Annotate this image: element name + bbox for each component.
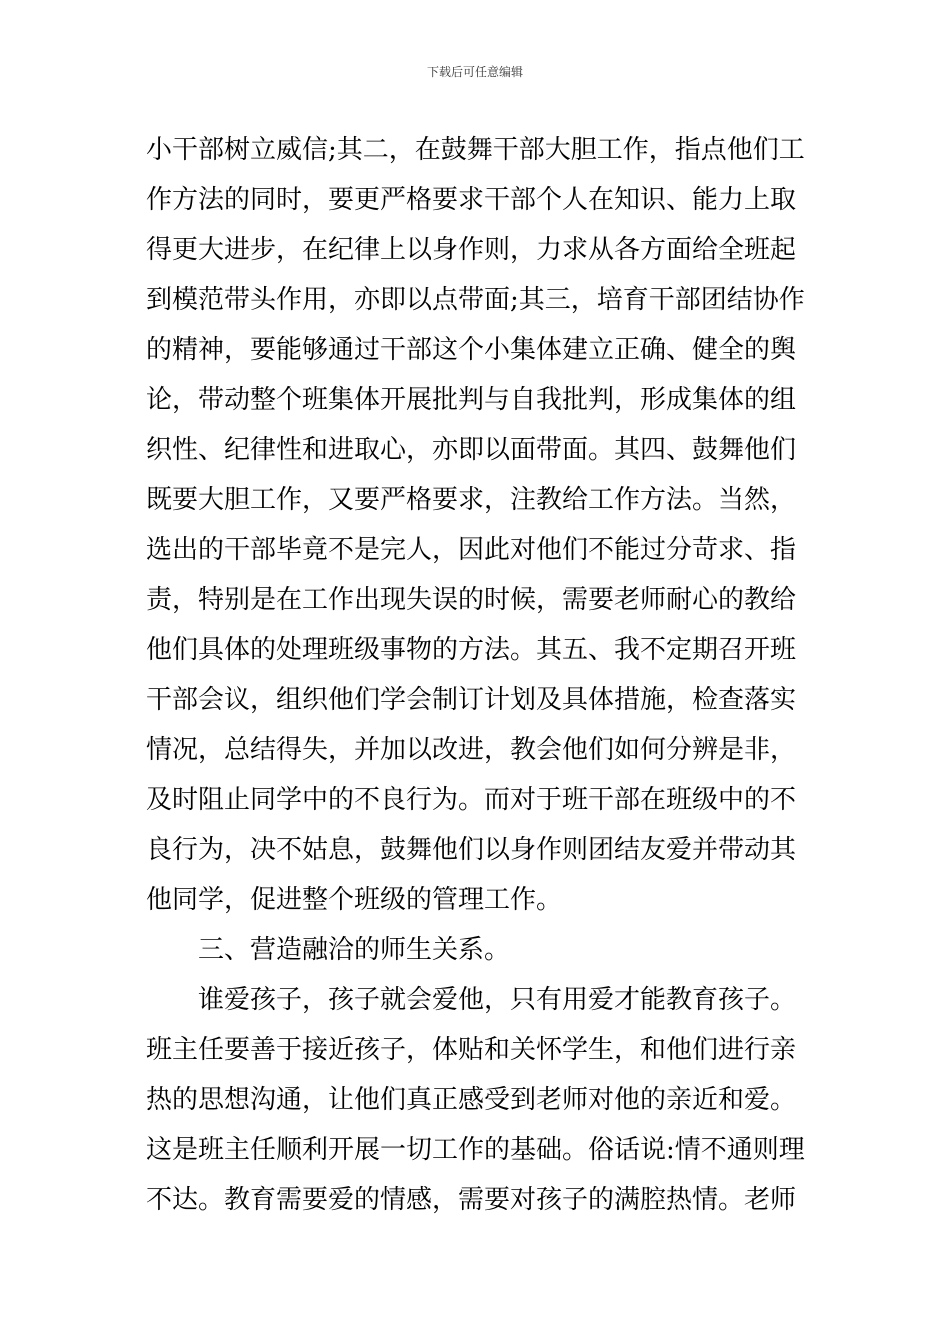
text-line: 小干部树立威信;其二，在鼓舞干部大胆工作，指点他们工: [146, 135, 805, 165]
text-line: 热的思想沟通，让他们真正感受到老师对他的亲近和爱。: [146, 1085, 797, 1115]
text-line: 他们具体的处理班级事物的方法。其五、我不定期召开班: [146, 635, 797, 665]
text-line: 既要大胆工作，又要严格要求，注教给工作方法。当然，: [146, 485, 797, 515]
text-line: 及时阻止同学中的不良行为。而对于班干部在班级中的不: [146, 785, 797, 815]
text-line: 这是班主任顺利开展一切工作的基础。俗话说:情不通则理: [146, 1135, 805, 1165]
text-line: 情况，总结得失，并加以改进，教会他们如何分辨是非，: [146, 735, 797, 765]
page-header: 下载后可任意编辑: [426, 65, 523, 79]
text-line: 三、营造融洽的师生关系。: [198, 935, 511, 965]
text-line: 谁爱孩子，孩子就会爱他，只有用爱才能教育孩子。: [198, 985, 797, 1015]
text-line: 责，特别是在工作出现失误的时候，需要老师耐心的教给: [146, 585, 797, 615]
text-line: 到模范带头作用，亦即以点带面;其三，培育干部团结协作: [146, 285, 805, 315]
text-line: 论，带动整个班集体开展批判与自我批判，形成集体的组: [146, 385, 797, 415]
text-line: 织性、纪律性和进取心，亦即以面带面。其四、鼓舞他们: [146, 435, 797, 465]
text-line: 不达。教育需要爱的情感，需要对孩子的满腔热情。老师: [146, 1185, 797, 1215]
text-line: 良行为，决不姑息，鼓舞他们以身作则团结友爱并带动其: [146, 835, 797, 865]
text-line: 选出的干部毕竟不是完人，因此对他们不能过分苛求、指: [146, 535, 797, 565]
document-body: [146, 125, 816, 1225]
text-line: 班主任要善于接近孩子，体贴和关怀学生，和他们进行亲: [146, 1035, 797, 1065]
text-line: 他同学，促进整个班级的管理工作。: [146, 885, 563, 915]
text-line: 干部会议，组织他们学会制订计划及具体措施，检查落实: [146, 685, 797, 715]
text-line: 作方法的同时，要更严格要求干部个人在知识、能力上取: [146, 185, 797, 215]
text-line: 得更大进步，在纪律上以身作则，力求从各方面给全班起: [146, 235, 797, 265]
text-line: 的精神，要能够通过干部这个小集体建立正确、健全的舆: [146, 335, 797, 365]
